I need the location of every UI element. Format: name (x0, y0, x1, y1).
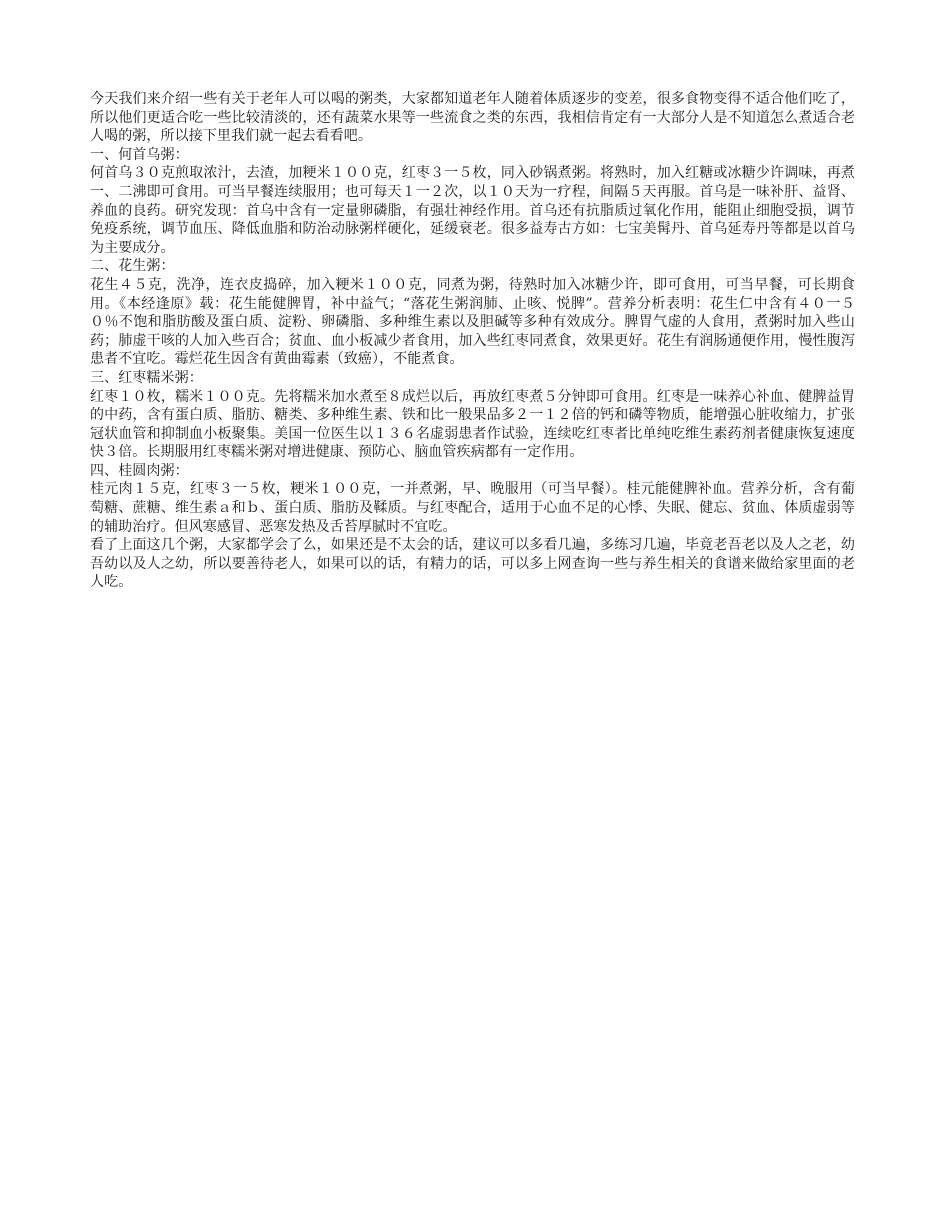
section-heading-huasheng: 二、花生粥： (90, 258, 175, 275)
section-body-huasheng: 花生４５克，洗净，连衣皮捣碎，加入粳米１００克，同煮为粥，待熟时加入冰糖少许，即可食用，可当早餐，可长期食用。《本经逢原》载：花生能健脾胃，补中益气；“落花生粥润肺、止咳、悦脾”。营养分析表明：花生仁中含有４０一５０％不饱和脂肪酸及蛋白质、淀粉、卵磷脂、多种维生素以及胆碱等多种有效成分。脾胃气虚的人食用，煮粥时加入些山药；肺虚干咳的人加入些百合；贫血、血小板减少者食用，加入些红枣同煮食，效果更好。花生有润肠通便作用，慢性腹泻患者不宜吃。霉烂花生因含有黄曲霉素（致癌），不能煮食。 (90, 276, 855, 368)
section-heading-hongzao: 三、红枣糯米粥： (90, 369, 203, 386)
closing-paragraph: 看了上面这几个粥，大家都学会了么，如果还是不太会的话，建议可以多看几遍，多练习几遍，毕竟老吾老以及人之老，幼吾幼以及人之幼，所以要善待老人，如果可以的话，有精力的话，可以多上网查询一些与养生相关的食谱来做给家里面的老人吃。 (90, 537, 855, 591)
article-body (90, 90, 855, 592)
section-heading-guiyuan: 四、桂圆肉粥： (90, 462, 189, 479)
section-body-hongzao: 红枣１０枚，糯米１００克。先将糯米加水煮至８成烂以后，再放红枣煮５分钟即可食用。红枣是一味养心补血、健脾益胃的中药，含有蛋白质、脂肪、糖类、多种维生素、铁和比一般果品多２一１２倍的钙和磷等物质，能增强心脏收缩力，扩张冠状血管和抑制血小板聚集。美国一位医生以１３６名虚弱患者作试验，连续吃红枣者比单纯吃维生素药剂者健康恢复速度快３倍。长期服用红枣糯米粥对增进健康、预防心、脑血管疾病都有一定作用。 (90, 388, 855, 461)
intro-paragraph: 今天我们来介绍一些有关于老年人可以喝的粥类，大家都知道老年人随着体质逐步的变差，很多食物变得不适合他们吃了，所以他们更适合吃一些比较清淡的，还有蔬菜水果等一些流食之类的东西，我相信肯定有一大部分人是不知道怎么煮适合老人喝的粥，所以接下里我们就一起去看看吧。 (90, 91, 855, 145)
section-body-heshouwu: 何首乌３０克煎取浓汁，去渣，加粳米１００克，红枣３一５枚，同入砂锅煮粥。将熟时，加入红糖或冰糖少许调味，再煮一、二沸即可食用。可当早餐连续服用；也可每天１一２次，以１０天为一疗程，间隔５天再服。首乌是一味补肝、益肾、养血的良药。研究发现：首乌中含有一定量卵磷脂，有强壮神经作用。首乌还有抗脂质过氧化作用，能阻止细胞受损，调节免疫系统，调节血压、降低血脂和防治动脉粥样硬化，延缓衰老。很多益寿古方如：七宝美髯丹、首乌延寿丹等都是以首乌为主要成分。 (90, 165, 855, 256)
section-heading-heshouwu: 一、何首乌粥： (90, 146, 189, 163)
section-body-guiyuan: 桂元肉１５克，红枣３一５枚，粳米１００克，一并煮粥，早、晚服用（可当早餐）。桂元能健脾补血。营养分析，含有葡萄糖、蔗糖、维生素ａ和ｂ、蛋白质、脂肪及鞣质。与红枣配合，适用于心血不足的心悸、失眠、健忘、贫血、体质虚弱等的辅助治疗。但风寒感冒、恶寒发热及舌苔厚腻时不宜吃。 (90, 481, 855, 535)
